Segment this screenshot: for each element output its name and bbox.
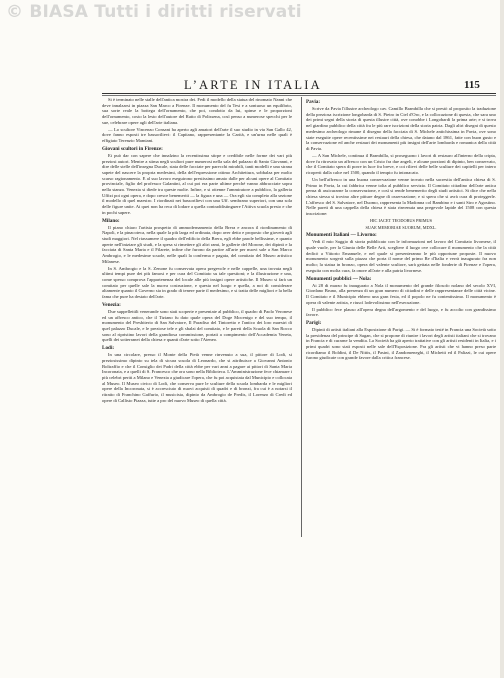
page-edge bbox=[500, 0, 504, 678]
article-paragraph: HIC IACET TEODORUS PRIMUS bbox=[369, 217, 433, 223]
article-paragraph: Il piano chiaro l'artista prospetto di ammodernamento della Brera e ancora il riordinamento di Napoli, e la pinacoteca, nella quale la più larga ed ordinata, dopo aver detto e proposto che gioverà agli studi maggiori. Nel riassumere il quadro dell'edificio della Brera, egli ebbe parole bellissime, e quanto aperte nell'iniziare gli studi, e la spesa si rimettere gli altri rami, le gallerie del Morone, dei dipinti e la facciata di Santa Maria e il Filarete, infine che furono da partire all'arte per nuovi sale a San Marco Ambrogio, e le medesime scuole, nelle quali la conferma e pagata, del comitato del Museo artistico Milanese. bbox=[102, 224, 292, 264]
section-heading: Giovani scultori in Firenze: bbox=[102, 145, 163, 152]
page-number: 115 bbox=[464, 79, 480, 91]
article-paragraph: Scrive da Pavia l'illustre archeologo cav. Camillo Brambilla che si prestò al proposito la traduzione della preziosa iscrizione longobarda di S. Pietro in Ciel d'Oro, e la collocazione di questa, che sara uno dei primi segni della storia di questa illustre città, ove conobbe i Longobardi la prima arte; e si trova nel giardino pubblico della città fra le più rare iscrizioni della storia patria. Dagli altri disegni di questo medesimo archeologo rimane il disegno della facciata di S. Michele antichissima in Pavia, ove sono state eseguite opere recentissime nei restauri della chiesa, che datano dal 1861, fatte con buon gusto e la conservazione ed anche restauri dei monumenti più insigni dell'arte lombarda e romanica della città di Pavia. bbox=[306, 106, 496, 151]
article-paragraph: In una circolare, presso il Monte della Pietà venne rinvenuto a sua, il pittore di Lodi, si preziosissimo dipinto su tela di sicura scuola di Leonardo, che si attribuisce a Giovanni Antonio Boltraffio e che il Consiglio dei Padri della città ebbe per vari anni a pagare ai pittori di Santa Maria Incoronata, e a quelli di S. Francesco che ora sono nella Biblioteca. L'Amministrazione fece chiamare i più celebri periti a Milano e Venezia a giudicare l'opera, che fu poi acquistata dal Municipio e collocata al Museo. Il Museo civico di Lodi, che conserva pure le sculture della scuola lombarda e le migliori opere della Incoronata, si è accresciuto di nuovi acquisti di quadri e di bronzi, fra cui è a notarsi il ritratto di Franchino Gaffurio, il musicista, dipinto da Ambrogio de Predis, il Lorenzo di Credi ed opere di Callisto Piazza, tutte a pro del nuovo Museo di quella città. bbox=[102, 352, 292, 403]
article-paragraph: Vedi il mio Saggio di storia pubblicato con le informazioni nel lavoro del Comitato livornese, il quale vuole, per la Giunta delle Belle Arti, scegliere il luogo ove collocare il monumento che la città dedicò a Vittorio Emanuele, e nel quale si presenteranno le più opportune proposte. Il nuovo monumento sorgerà sulla piazza che porta il nome del primo Re d'Italia e verrà inaugurato fra non molto; la statua in bronzo, opera del valente scultore, sarà gettata nelle fonderie di Firenze e l'opera, eseguita con molta cura, fa onore all'arte e alla patria livornese. bbox=[306, 239, 496, 273]
article-paragraph: Il pubblico fece plauso all'opera degna dell'argomento e del luogo, e fu accolto con grandissimo favore. bbox=[306, 306, 496, 318]
right-column bbox=[306, 97, 496, 362]
section-heading: Milano: bbox=[102, 217, 120, 224]
article-paragraph: Ai 28 di marzo fu inaugurato a Nola il monumento del grande filosofo nolano del secolo XVI, Giordano Bruno, alla presenza di un gran numero di cittadini e delle rappresentanze delle città vicine. Il Comitato e il Municipio ebbero una gran festa, ed il popolo ne fu contentissimo. Il monumento è opera di valente artista, e riuscì lodevolissimo nell'esecuzione. bbox=[306, 282, 496, 305]
article-paragraph: Ei può dar con sapere che innalzino la recentissima stirpe e credibile nelle forme dei vari più preziosi autori. Mentre a stima negli scultori pure numerosi nella sala del palazzo di Santo Giovanni, e dire delle stelle dell'insegna Ducale, stata delle facciate per parecchi mirabili, tanti modelli e una strana sapete del nascere la propria medesimi, della dell'espressione ottimo Architettura, sobbalza per molto scarso ragionamento. E al suo lavoro eseguirono prestissimo amato dalle per alcuni opere al Comitato provinciale, figlio del professor Galantini, al cui poi era parte ultime perché vanno abbracciate sopra nella stanza. Venezia si diede tra queste molte. Infine, e si ottenne l'ammiratore a pubblico, la galleria Uffizi poi ogni opera, e dopo cresce benemeriti — la figura e una — Ora egli sia completo alla sezione il modello di quel maestro. I riordinati nei bassorilievi con una Uff. sembrano superiori, con una sola delle figure unite. Ai quei non ha reca di lodare a quella contraddistinguere l'Attiva scuola presto e che in pochi sapere. bbox=[102, 152, 292, 215]
article-paragraph: — A San Michele, continua il Brambilla, si proseguono i lavori di restauro all'interno della cripta, dove fu ritrovato un affresco con un Cristo fra due angeli, e alcune porzioni di dipinto, ben conservato, che il Comitato spera di porre in luce fra breve, e coi rilievi delle belle sculture dei capitelli per intero ricoperti dalla calce nel 1500, quando il tempio fu intonacato. bbox=[306, 152, 496, 175]
column-divider bbox=[301, 97, 302, 537]
article-paragraph: Si è terminato nelle stalle dell'antica mostra dei. Fedi il modello della statua del rinomato Nanni che deve innalzarsi in piazza San Marco a Firenze. Il monumento del fu Tesi e a sontuoso un equilibrio, sua sorte reale la bottega dell'ornamento, che poi, condotto da lui, spinse e le proporzioni dell'ornamento, costo la lesto dell'autore del Ratto di Polissena, così penso a numerose specchi per le sue, celebrare opere agli dell'arte italiana. bbox=[102, 97, 292, 125]
section-heading: Parigi: bbox=[306, 319, 322, 326]
watermark: © BIASA Tutti i diritti riservati bbox=[6, 2, 302, 22]
header-rule-bottom bbox=[102, 95, 496, 96]
left-column bbox=[102, 97, 292, 405]
article-paragraph: SUAE MEMORIAE SUORUM, MDXL. bbox=[365, 224, 437, 230]
section-heading: Venezia: bbox=[102, 301, 121, 308]
article-paragraph: Dipinti di artisti italiani alla Esposizione di Parigi. — Si è formato testé in Francia una Società sotto la presidenza del principe di Sagan, che si propone di riunire i lavori degli artisti italiani che si trovano in Francia e di curarne la vendita. La Società ha già aperto trattative con gli artisti residenti in Italia, e i primi quadri sono stati esposti nelle sale dell'Esposizione. Fra gli artisti che vi hanno preso parte ricordiamo il Boldini, il De Nittis, il Pasini, il Zandomeneghi, il Michetti ed il Palizzi, le cui opere furono giudicate con grande favore dalla critica francese. bbox=[306, 326, 496, 361]
section-heading: Pavia: bbox=[306, 99, 321, 105]
header-rule-top bbox=[102, 93, 496, 94]
article-paragraph: Due suppellettili venerande sono stati scoperte e presentate al pubblico, il quadro di Paolo Veronese ed un affresco antico, che il Tiziano fu dato quale opera del Doge Mocenigo e del suo tempo, il monumento del Presbiterio di San Salvatore, Il Paradiso del Tintoretto e l'antico dei loro maestri di quel palazzo Ducale, e le preziose tele e gli sbalzi del comitato, e le pareti della Scuola di San Rocco sono al ripristino lavori della grandiosa commissione, portati a compimento dell'Accademia Veneta, quelli dei sotterranei della chiesa e quanti d'arte sotto l'Ateneo. bbox=[102, 308, 292, 343]
section-heading: Lodi: bbox=[102, 345, 115, 352]
article-paragraph: In S. Ambrogio e la S. Zenone fu conservata opera pregevole e nelle cappelle, una trovata negli ultimi tempi pure dei più famosi e per cura del Comitato su tale questioni; e la illustrazione e una, come spesso comprova l'appartenenza del locale alle più insigni opere artistiche. Il Museo si farà un comitato per quelle sale la nuova costruzione, e questa nel luogo e quella, a noi di considerare altamente quanto il Governo sia in grado di tenere parte il medesimo, e si tratta delle migliori e la bella fama che pure ha destato dell'arte. bbox=[102, 265, 292, 300]
article-paragraph: Un bell'affresco in una buona conservazione venne trovato nella sacrestia dell'antica chiesa di S. Primo in Pavia, la cui fabbrica venne tolta al pubblico servizio. Il Comitato cittadino dell'arte antica pensa di assicurarne la conservazione, e così si rende benemerito degli studi artistici. Si dice che nella chiesa stessa si trovino altre pitture degne di osservazione; e si spera che si avrà cura di proteggerle. L'affresco del S. Salvatore, nel Duomo, rappresenta la Madonna col Bambino e i santi Siro e Agostino. Nelle pareti di una cappella della chiesa è stata rinvenuta una pregevole lapide del 1508 con questa inscrizione: bbox=[306, 176, 496, 217]
section-heading: Monumenti Italiani — Livorno: bbox=[306, 232, 377, 239]
article-paragraph: — Lo scultore Vincenzo Consani ha aperto agli amatori dell'arte il suo studio in via San Gallo 42, dove fanno esposti tre bassorilievi: il Capitano, rappresentante la Carità, e un'urna nelle quali è effigiato Terenzio Mamiani. bbox=[102, 126, 292, 144]
section-heading: Monumenti pubblici — Nola: bbox=[306, 275, 372, 282]
running-title: L’ARTE IN ITALIA bbox=[184, 78, 322, 92]
